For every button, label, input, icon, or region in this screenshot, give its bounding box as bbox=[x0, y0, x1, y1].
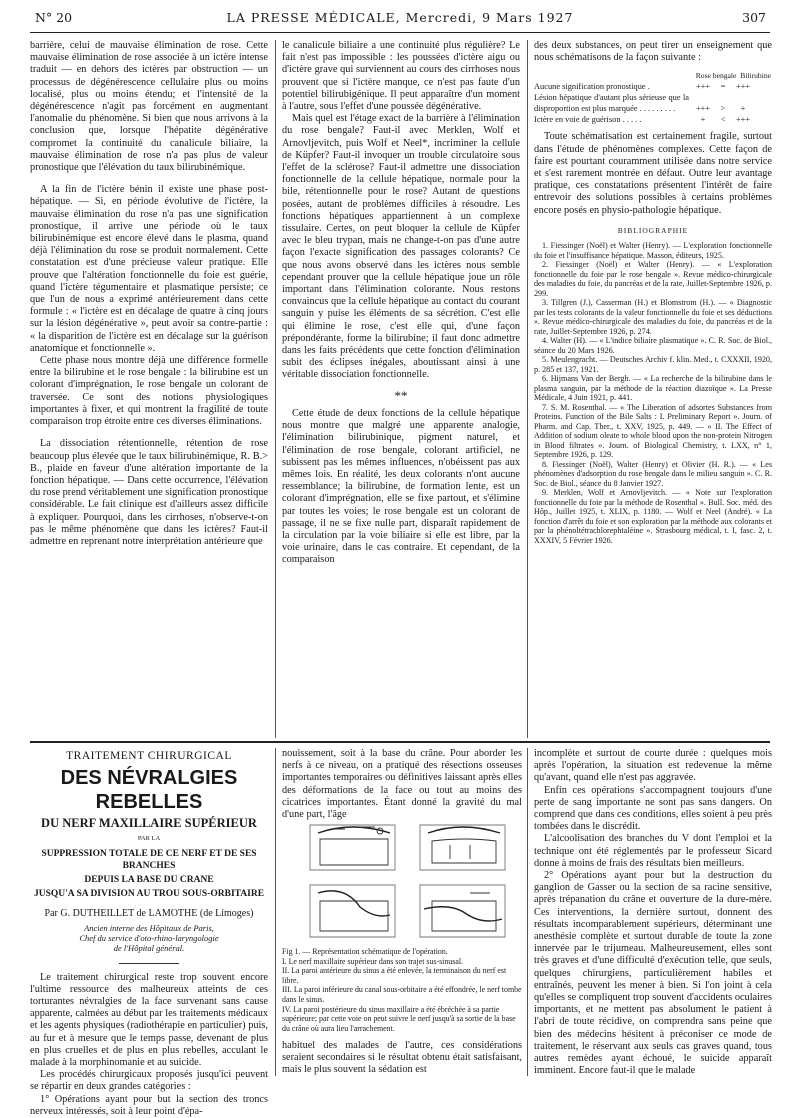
asterism: ** bbox=[394, 387, 408, 403]
panel-1 bbox=[310, 825, 395, 870]
article-author: Par G. DUTHEILLET de LAMOTHE (de Limoges) bbox=[44, 908, 254, 920]
paragraph: Mais quel est l'étage exact de la barrière à l'élimination du rose bengale? Faut-il avec Merklen, Wolf et Arnovljevitch, puis Wolf et Neel*, incriminer la cellule de Küpfer? Faut-il invoquer un trouble circulatoire sous l'effet de la sclérose? Faut-il admettre une dissociation fonctionnelle de la cellule hépatique, normale pour la bile, rétentionnelle pour le rose? Autant de questions posées, autant de problèmes difficiles à résoudre. Les fonctions hépatiques appartiennent à un complexe tissulaire. Certes, on peut bloquer la cellule de Küpfer avec le bleu trypan, mais ne change-t-on pas d'une autre façon l'exacte signification des passages colorants? Ce que nous avons observé dans les ictères nous semble cependant prouver que la cellule hépatique joue un rôle important dans l'élimination colorante. Nous restons convaincus que la cellule hépatique au contact du courant sanguin y puise les éléments de sa sécrétion. C'est elle qui élimine le rose, c'est elle qui, d'une façon prépondérante, forme la bilirubine; il faut donc admettre dans les faits précédents que cette fonction d'élimination subit des éclipses inégales, aboutissant ainsi à une véritable dissociation fonctionnelle. bbox=[282, 113, 520, 381]
title-divider bbox=[119, 963, 179, 964]
biblio-entry: 8. Fiessinger (Noël), Walter (Henry) et Olivier (H. R.). — « Les phénomènes d'adsorption du rose bengale dans le milieu sanguin ». C. R. Soc. de Biol., séance du 8 Janvier 1927. bbox=[534, 459, 772, 488]
article-subtitle-line: DEPUIS LA BASE DU CRANE bbox=[84, 875, 214, 886]
article-kicker: TRAITEMENT CHIRURGICAL bbox=[66, 750, 232, 762]
biblio-entry: 3. Tillgren (J.), Casserman (H.) et Blomstrom (H.). — « Diagnostic par les tests colorants de la valeur fonctionnelle du foie et ses déductions ». Revue médico-chirurgicale des maladies du foie, du pancréas et de la rate, Juillet-Septembre 1926, p. 274. bbox=[534, 298, 772, 336]
paragraph: Les procédés chirurgicaux proposés jusqu'ici peuvent se répartir en deux grandes catégories : bbox=[30, 1069, 268, 1093]
paragraph: Cette phase nous montre déjà une différence formelle entre la bilirubine et le rose bengale : la bilirubine est un colorant d'imprégnation, le rose bengale un colorant de traversée. Ce sont des notions physiologiques importantes à fixer, et qui montrent la fragilité de toute comparaison trop étroite entre ces diverses éliminations. bbox=[30, 355, 268, 428]
bibliography-title: BIBLIOGRAPHIE bbox=[617, 225, 689, 235]
biblio-entry: 5. Meulengracht. — Deutsches Archiv f. klin. Med., t. CXXXII, 1920, p. 285 et 137, 1921. bbox=[534, 355, 772, 374]
caption-item: II. La paroi antérieure du sinus a été enlevée, la terminaison du nerf est libre. bbox=[282, 966, 507, 985]
caption-item: III. La paroi inférieure du canal sous-orbitaire a été effondrée, le nerf tombe dans le sinus. bbox=[282, 985, 522, 1004]
paragraph: Toute schématisation est certainement fragile, surtout dans l'étude de phénomènes complexes. Cette façon de faire est pourtant couramment utilisée dans notre service et s'est rarement montrée en défaut. Outre leur avantage pratique, ces constatations présentent l'intérêt de faire entrevoir des solutions possibles à certains problèmes encore posés en physio-pathologie hépatique. bbox=[534, 131, 772, 216]
bottom-column-3 bbox=[534, 748, 772, 1078]
article-title-block bbox=[30, 748, 268, 1117]
prognosis-table bbox=[534, 70, 772, 125]
article-subtitle-line: SUPPRESSION TOTALE DE CE NERF ET DE SES BRANCHES bbox=[41, 848, 257, 871]
article-par: PAR LA bbox=[137, 835, 161, 843]
caption-item: IV. La paroi postérieure du sinus maxillaire a été ébréchée à sa partie supérieure; par cette voie on peut suivre le nerf jusqu'à sa sortie de la base du crâne où aura lieu l'arrachement. bbox=[282, 1004, 516, 1033]
masthead: LA PRESSE MÉDICALE, Mercredi, 9 Mars 1927 bbox=[226, 10, 574, 25]
biblio-entry: 1. Fiessinger (Noël) et Walter (Henry). — L'exploration fonctionnelle du foie et l'insuffisance hépatique. Masson, éditeurs, 1925. bbox=[534, 241, 772, 260]
column-divider bbox=[527, 748, 528, 1076]
bibliography bbox=[534, 241, 772, 545]
table-header: Rose bengale Bilirubine bbox=[695, 71, 771, 81]
paragraph: Enfin ces opérations s'accompagnent toujours d'une perte de sang importante ne sont pas sans dangers. On comprend que dans ces conditions, elles soient à peu près tombées dans le discrédit. bbox=[534, 784, 772, 833]
page-number-right: 307 bbox=[742, 10, 766, 25]
paragraph: L'alcoolisation des branches du V dont l'emploi et la technique ont été réglementés par le professeur Sicard donne à moins de frais des résultats bien meilleurs. bbox=[534, 833, 772, 869]
top-column-1 bbox=[30, 40, 268, 740]
paragraph: nouissement, soit à la base du crâne. Pour aborder les nerfs à ce niveau, on a pratiqué des résections osseuses importantes temporaires ou définitives laissant après elles des déformations de la face ou tout au moins des cicatrices importantes. Étant donné la gravité du mal d'une part, l'âge bbox=[282, 748, 522, 821]
table-row: Lésion hépatique d'autant plus sérieuse que la disproportion est plus marquée . . . . . . . . . +++ > + bbox=[534, 93, 746, 114]
paragraph: Cette étude de deux fonctions de la cellule hépatique nous montre que malgré une apparente analogie, l'élimination bilirubinique, pigment naturel, et l'élimination de rose bengale, colorant artificiel, ne subissent pas les mêmes influences, n'obéissent pas aux mêmes lois. En réalité, les deux colorants n'ont aucune ressemblance; la bilirubine, de formation lente, est un colorant d'imprégnation, elle se fixe partout, et s'élimine par toutes les voies; le rose bengale est un colorant de passage, il ne se fixe nulle part, disparaît rapidement de la circulation par la voie biliaire si elle est libre, par la voie urinaire, dans le cas contraire. Et cependant, de la comparaison bbox=[282, 407, 520, 566]
column-divider bbox=[275, 748, 276, 1076]
author-affiliation: Ancien interne des Hôpitaux de Paris, Chef du service d'oto-rhino-laryngologie de l'Hôpital général. bbox=[79, 922, 219, 953]
paragraph: 1° Opérations ayant pour but la section des troncs nerveux intéressés, soit à leur point d'épa- bbox=[30, 1093, 268, 1117]
caption-item: I. Le nerf maxillaire supérieur dans son trajet sus-sinusal. bbox=[282, 956, 463, 966]
header-rule bbox=[30, 32, 770, 33]
paragraph: des deux substances, on peut tirer un enseignement que nous schématisons de la façon suivante : bbox=[534, 40, 772, 64]
page-header bbox=[0, 0, 800, 34]
panel-3 bbox=[310, 885, 395, 937]
paragraph: le canalicule biliaire a une continuité plus régulière? Le fait n'est pas impossible : les poussées d'ictère aigu ou d'ictère grave qui surviennent au cours des cirrhoses nous prouvent que si l'ictère manque, ce n'est pas faute d'un potentiel bilirubigénique. Il peut apparaître d'un moment à l'autre, sous l'effet d'une poussée dégénérative. bbox=[282, 40, 520, 113]
paragraph: A la fin de l'ictère bénin il existe une phase post-hépatique. — Si, en période évolutive de l'ictère, la mauvaise élimination du rose n'a pas une signification pronostique, il arrive une période où le taux bilirubinémique est encore élevé dans le plasma, quand déjà l'élimination du rose se produit normalement. Cette constatation est d'une précieuse valeur pratique. Elle prouve que l'altération fonctionnelle du foie est guérie, quand l'ictère tégumentaire et plasmatique persiste; ce que l'un de nous a exprimé antérieurement dans cette formule : « l'ictère est en décalage de quatre à cinq jours sur la lésion dégénérative », peut avoir sa contre-partie : « la disparition de l'ictère est en décalage sur la guérison anatomique et fonctionnelle ». bbox=[30, 184, 268, 354]
paragraph: Le traitement chirurgical reste trop souvent encore l'ultime ressource des malheureux atteints de ces torturantes névralgies de la face survenant sans cause apparente, calmées au début par les traitements médicaux et les agents physiques (radiothérapie en particulier) puis, au fur et à mesure que le temps passe, devenant de plus en plus cruelles et de plus en plus rebelles, acculant le malade à la morphinomanie et au suicide. bbox=[30, 971, 268, 1069]
biblio-entry: 6. Hijmans Van der Bergh. — « La recherche de la bilirubine dans le plasma sanguin, par la méthode de la réaction diazoïque ». La Presse Médicale, 4 Juin 1921, p. 441. bbox=[534, 374, 772, 403]
article-title: DES NÉVRALGIES REBELLES bbox=[60, 767, 238, 814]
panel-2 bbox=[420, 825, 505, 870]
paragraph: barrière, celui de mauvaise élimination de rose. Cette mauvaise élimination de rose associée à un ictère intense traduit — en dehors des ictères par obstruction — un processus de dégénérescence cellulaire plus ou moins localisé, plus ou moins étendu; et l'intensité de la dégénérescence n'agit pas forcément en augmentant l'anomalie du phénomène. Si bien que nous arrivons à la conclusion que, lorsque l'hépatite dégénérative compromet la continuité du canalicule biliaire, la mauvaise élimination de rose n'a pas plus de valeur pronostique que l'élévation du taux bilirubinémique. bbox=[30, 40, 268, 174]
biblio-entry: 9. Merklen, Wolf et Arnovljevitch. — « Note sur l'exploration fonctionnelle du foie par la méthode de Rosenthal ». Bull. Soc. méd. des Hôp., Juillet 1925, t. XLIX, p. 1180. — Wolf et Neel (André). « La fonction d'arrêt du foie et son exploration par la méthode aux colorants et par la phénoltétrachlorephtaléine ». Strasbourg médical, t. I, fasc. 2, t. XXXIV, 5 Février 1926. bbox=[534, 488, 772, 545]
biblio-entry: 7. S. M. Rosenthal. — « The Liberation of adsortes Substances from Proteins. Function of the Bile Salts : I. Preliminary Report ». Journ. of Pharm. and Cap. Ther., t. XXV, 1925, p. 449. — « II. The Effect of Addition of sodium oleate to whole blood upon the non-protein Nitrogen in Blood filtrates ». Journ. of Biological Chemistry, t. LXX, n° 1, Septembre 1926, p. 129. bbox=[534, 402, 772, 460]
figure-caption bbox=[282, 947, 522, 1033]
biblio-entry: 2. Fiessinger (Noël) et Walter (Henry). — « L'exploration fonctionnelle du foie par le rose bengale ». Revue médico-chirurgicale des maladies du foie, du pancréas et de la rate, Juillet-Septembre 1926, p. 299. bbox=[534, 260, 772, 298]
paragraph: 2° Opérations ayant pour but la destruction du ganglion de Gasser ou la section de sa racine sensitive, après trépanation du crâne et ouverture de la dure-mère. Ces interventions, la dernière surtout, donnent des résultats incomparablement supérieurs, déterminant une anesthésie complète et surtout durable de toute la zone innervée par le trijumeau. Malheureusement, elles sont très graves et d'une difficulté d'exécution telle, que seuls, quelques chirurgiens, particulièrement habiles et entraînés, peuvent les mener à bien. Si l'on joint à cela qu'elles se compliquent trop souvent d'accidents oculaires importants, et ne mettent pas absolument le patient à l'abri de toute récidive, on comprendra sans peine que bien des médecins hésitent à préconiser ce mode de traitement, le réservant aux seuls cas graves quand, tous autres remèdes ayant échoué, le suicide apparaît imminent. Encore faut-il que le malade bbox=[534, 870, 772, 1077]
article-subtitle: DU NERF MAXILLAIRE SUPÉRIEUR bbox=[41, 816, 257, 831]
page-number-left: N° 20 bbox=[35, 10, 73, 25]
paragraph: habituel des malades de l'autre, ces considérations seraient secondaires si le résultat obtenu était satisfaisant, mais le plus souvent la sédation est bbox=[282, 1040, 522, 1076]
caption-title: Fig 1. — Représentation schématique de l'opération. bbox=[282, 947, 448, 956]
top-column-3 bbox=[534, 40, 772, 740]
section-rule bbox=[30, 741, 770, 743]
column-divider bbox=[275, 40, 276, 738]
table-row: Aucune signification pronostique . +++ = +++ bbox=[534, 82, 751, 92]
biblio-entry: 4. Walter (H). — « L'indice biliaire plasmatique ». C. R. Soc. de Biol., séance du 20 Mars 1926. bbox=[534, 336, 772, 355]
paragraph: La dissociation rétentionnelle, rétention de rose beaucoup plus élevée que le taux bilirubinémique, R. B.> B., plaide en faveur d'une altération importante de la fonction hépatique. — Dans cette occurrence, l'élévation du rose prend véritablement une signification pronostique considérable. Le fait clinique est d'ailleurs assez difficile à expliquer. Pourquoi, dans les cirrhoses, n'observe-t-on pas le même phénomène que dans les ictères? Faut-il admettre en reprenant notre interprétation antérieure que bbox=[30, 438, 268, 547]
operation-diagram bbox=[300, 815, 516, 943]
table-row: Ictère en voie de guérison . . . . . + < +++ bbox=[534, 115, 751, 125]
column-divider bbox=[527, 40, 528, 738]
bottom-column-2-bottom bbox=[282, 1040, 522, 1078]
top-column-2 bbox=[282, 40, 520, 740]
paragraph: incomplète et surtout de courte durée : quelques mois après l'opération, la situation est redevenue la même qu'avant, quand elle n'est pas aggravée. bbox=[534, 748, 772, 784]
article-subtitle-line: JUSQU'A SA DIVISION AU TROU SOUS-ORBITAIRE bbox=[33, 889, 265, 900]
panel-4 bbox=[420, 885, 505, 937]
bottom-column-2-top bbox=[282, 748, 522, 821]
